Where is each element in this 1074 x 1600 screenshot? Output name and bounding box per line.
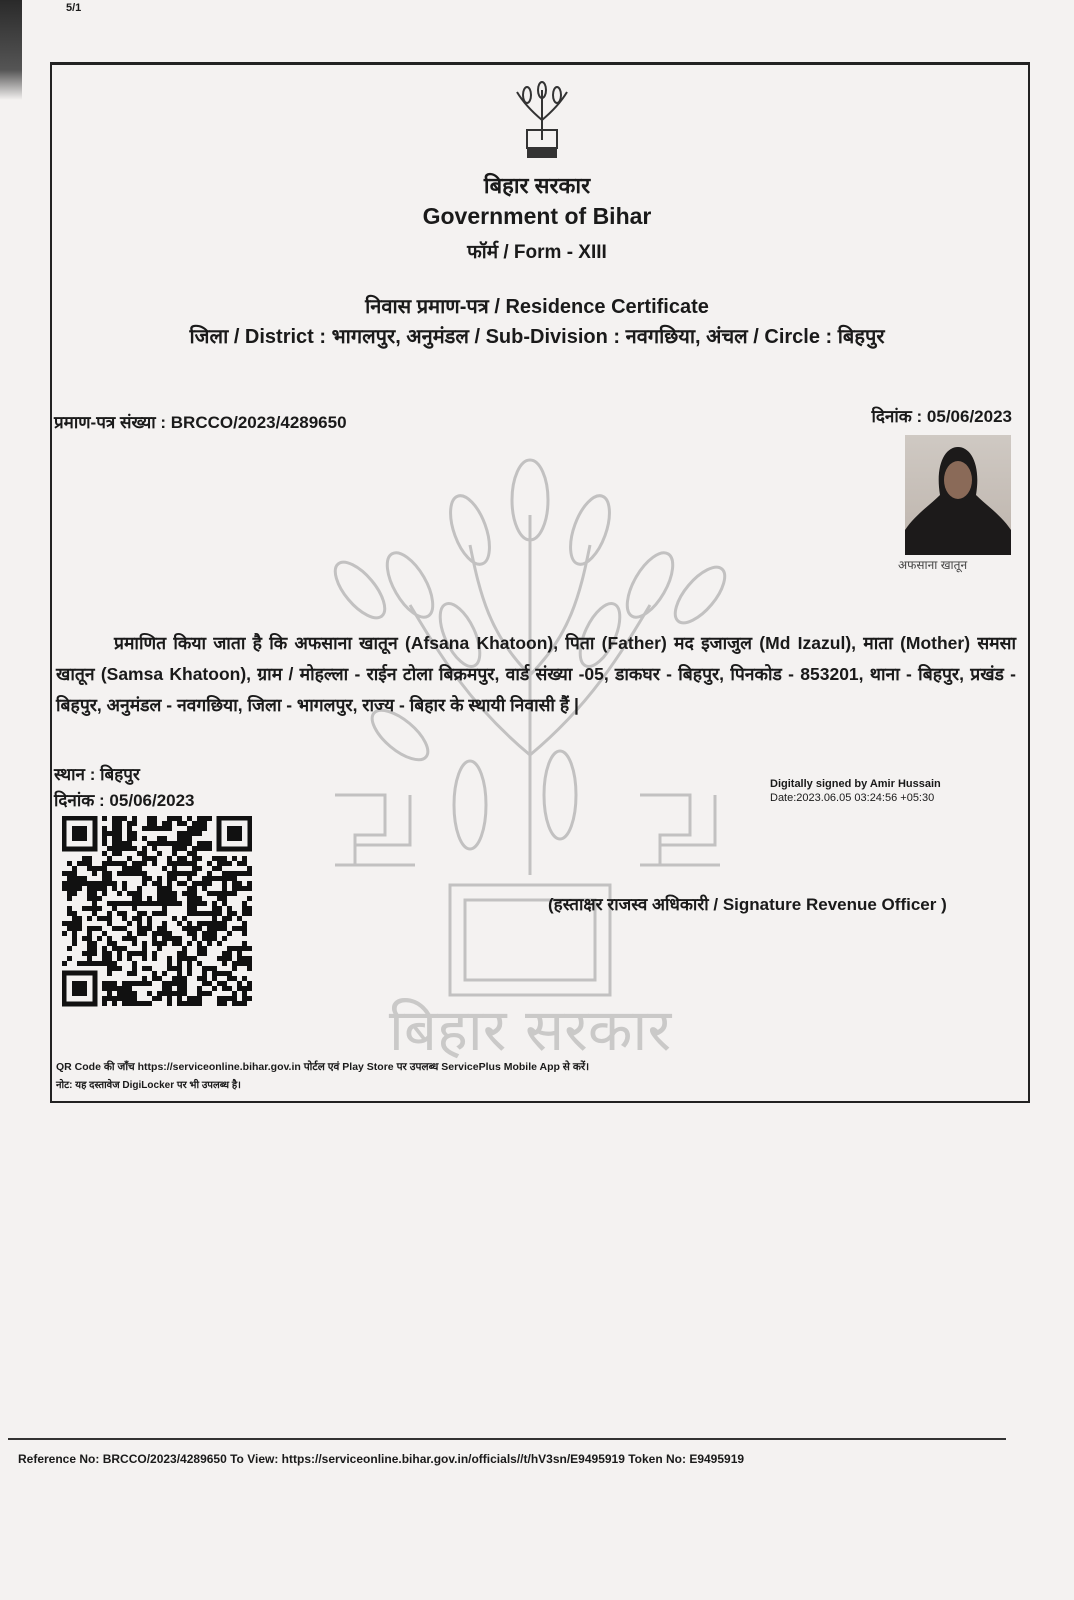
signature-label: (हस्ताक्षर राजस्व अधिकारी / Signature Revenue Officer ) [548, 895, 947, 914]
certificate-number: प्रमाण-पत्र संख्या : BRCCO/2023/4289650 [54, 413, 347, 432]
title-english: Government of Bihar [422, 203, 652, 229]
place: स्थान : बिहपुर [54, 765, 140, 784]
qr-code[interactable] [62, 816, 252, 1016]
digital-signature-name: Digitally signed by Amir Hussain [770, 778, 941, 790]
bihar-emblem-logo [505, 80, 580, 160]
issue-date-bottom: दिनांक : 05/06/2023 [54, 791, 195, 810]
digital-signature-date: Date:2023.06.05 03:24:56 +05:30 [770, 792, 935, 804]
digilocker-note: नोट: यह दस्तावेज DigiLocker पर भी उपलब्ध है। [56, 1080, 241, 1091]
applicant-photo [905, 435, 1011, 555]
photo-caption: अफसाना खातून [898, 558, 968, 572]
location-line: जिला / District : भागलपुर, अनुमंडल / Sub-Division : नवगछिया, अंचल / Circle : बिहपुर [189, 326, 885, 348]
form-number: फॉर्म / Form - XIII [467, 242, 607, 263]
qr-verification-note: QR Code की जाँच https://serviceonline.bihar.gov.in पोर्टल एवं Play Store पर उपलब्ध ServicePlus Mobile App से करें। [56, 1061, 590, 1073]
certificate-title: निवास प्रमाण-पत्र / Residence Certificate [365, 296, 709, 318]
watermark-text: बिहार सरकार [388, 996, 672, 1064]
certificate-body: प्रमाणित किया जाता है कि अफसाना खातून (Afsana Khatoon), पिता (Father) मद इजाजुल (Md Izazul), माता (Mother) समसा खातून (Samsa Khatoon), ग्राम / मोहल्ला - राईन टोला बिक्रमपुर, वार्ड संख्या -05, डाकघर - बिहपुर, पिनकोड - 853201, थाना - बिहपुर, प्रखंड - बिहपुर, अनुमंडल - नवगछिया, जिला - भागलपुर, राज्य - बिहार के स्थायी निवासी हैं | [56, 633, 1016, 715]
bihar-emblem-watermark [320, 455, 740, 1065]
title-hindi: बिहार सरकार [483, 173, 591, 198]
footer-reference: Reference No: BRCCO/2023/4289650 To View: https://serviceonline.bihar.gov.in/officials//t/hV3sn/E9495919 Token No: E9495919 [18, 1452, 745, 1466]
issue-date: दिनांक : 05/06/2023 [871, 407, 1012, 426]
page-corner-shadow [0, 0, 22, 100]
footer-divider [8, 1438, 1006, 1440]
page-number: 5/1 [66, 2, 82, 14]
